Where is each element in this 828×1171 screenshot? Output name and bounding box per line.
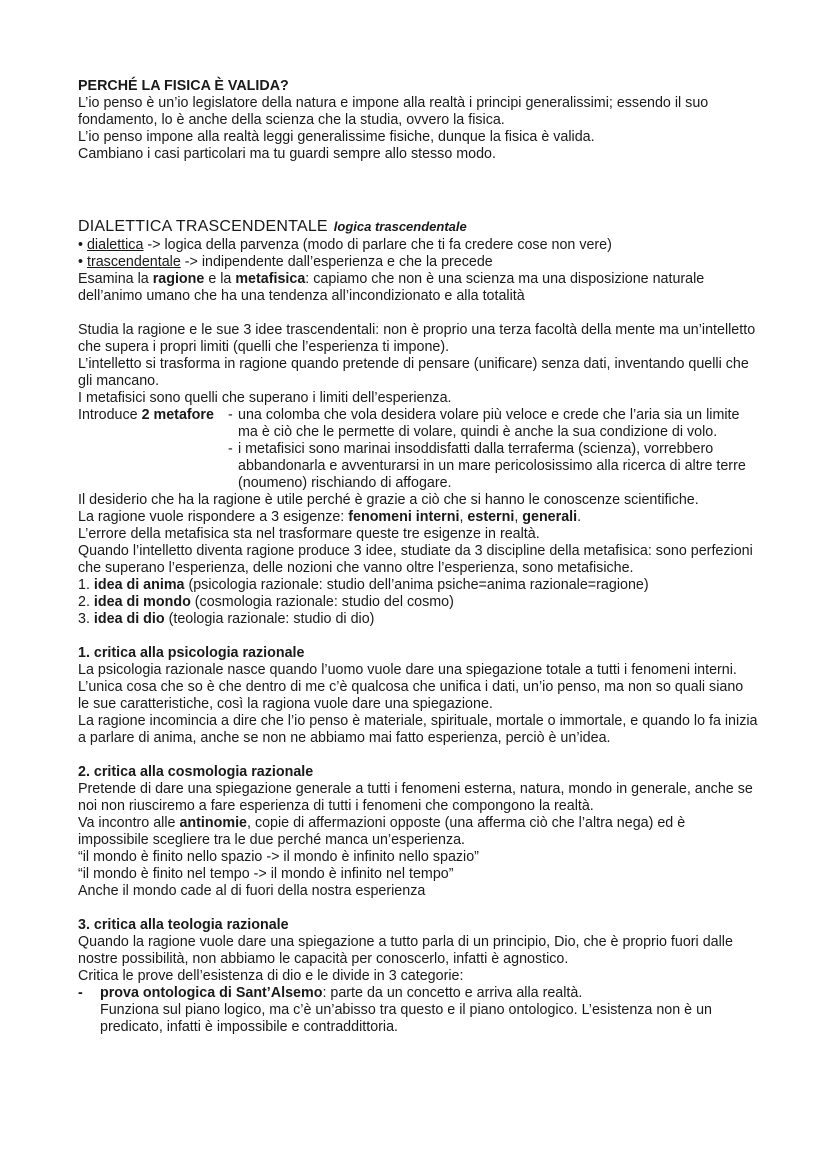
section-heading — [78, 217, 758, 236]
paragraph: Pretende di dare una spiegazione generale a tutti i fenomeni esterna, natura, mondo in generale, anche se noi non riusciremo a fare esperienza di tutti i fenomeni che compongono la realtà. — [78, 781, 753, 814]
metafore-label: Introduce 2 metafore — [78, 407, 214, 423]
paragraph: Studia la ragione e le sue 3 idee trascendentali: non è proprio una terza facoltà della mente ma un’intelletto che supera i propri limiti (quelli che l’esperienza ti impone). — [78, 322, 756, 355]
term: dialettica — [86, 237, 144, 253]
document-page — [78, 78, 758, 1036]
dash-list-item: - prova ontologica di Sant’Alsemo: parte da un concetto e arriva alla realtà. Funziona sul piano logico, ma c’è un’abisso tra questo e il piano ontologico. L’esistenza non è un predicato, infatti è impossibile e contraddittoria. — [78, 985, 712, 1035]
subsection-title: 1. critica alla psicologia razionale — [78, 645, 305, 661]
paragraph: Anche il mondo cade al di fuori della nostra esperienza — [78, 883, 426, 899]
list-item: 2. idea di mondo (cosmologia razionale: studio del cosmo) — [78, 594, 454, 610]
section-subtitle: logica trascendentale — [333, 219, 467, 234]
metafora-item: - una colomba che vola desidera volare più veloce e crede che l’aria sia un limite ma è ciò che le permette di volare, quindi è anche la sua condizione di volo. — [228, 407, 740, 440]
bullet-item: • trascendentale -> indipendente dall’esperienza e che la precede — [78, 254, 493, 270]
bullet-item: • dialettica -> logica della parvenza (modo di parlare che ti fa credere cose non vere) — [78, 237, 612, 253]
metafore-block — [78, 407, 758, 492]
quote: “il mondo è finito nello spazio -> il mondo è infinito nello spazio” — [78, 849, 479, 865]
metafora-item: - i metafisici sono marinai insoddisfatti dalla terraferma (scienza), vorrebbero abbandonarla e avventurarsi in un mare pericolosissimo alla ricerca di altre terre (noumeno) rischiando di affogare. — [228, 441, 746, 491]
subsection-title: 3. critica alla teologia razionale — [78, 917, 289, 933]
paragraph: Critica le prove dell’esistenza di dio e le divide in 3 categorie: — [78, 968, 464, 984]
term: trascendentale — [86, 254, 181, 270]
list-item: 3. idea di dio (teologia razionale: studio di dio) — [78, 611, 375, 627]
paragraph: L’errore della metafisica sta nel trasformare queste tre esigenze in realtà. — [78, 526, 540, 542]
paragraph: La ragione incomincia a dire che l’io penso è materiale, spirituale, mortale o immortale, e quando lo fa inizia a parlare di anima, anche se non ne abbiamo mai fatto esperienza, perciò è un’idea. — [78, 713, 758, 746]
paragraph: Quando l’intelletto diventa ragione produce 3 idee, studiate da 3 discipline della metafisica: sono perfezioni che superano l’esperienza, delle nozioni che vanno oltre l’esperienza, sono metafisiche. — [78, 543, 753, 576]
paragraph: Va incontro alle antinomie, copie di affermazioni opposte (una afferma ciò che l’altra nega) ed è impossibile scegliere tra le due perché manca un’esperienza. — [78, 815, 686, 848]
paragraph: L’intelletto si trasforma in ragione quando pretende di pensare (unificare) senza dati, inventando quelli che gli mancano. — [78, 356, 749, 389]
section-title: DIALETTICA TRASCENDENTALE — [78, 218, 328, 235]
paragraph: Il desiderio che ha la ragione è utile perché è grazie a ciò che si hanno le conoscenze scientifiche. — [78, 492, 699, 508]
paragraph: L’io penso è un’io legislatore della natura e impone alla realtà i principi generalissimi; essendo il suo fondamento, lo è anche della scienza che la studia, ovvero la fisica. — [78, 95, 709, 128]
paragraph: La psicologia razionale nasce quando l’uomo vuole dare una spiegazione totale a tutti i fenomeni interni. L’unica cosa che so è che dentro di me c’è qualcosa che unifica i dati, un’io penso, ma non so quali siano le sue caratteristiche, così la ragiona vuole dare una spiegazione. — [78, 662, 744, 712]
section-title: PERCHÉ LA FISICA È VALIDA? — [78, 78, 289, 94]
paragraph: L’io penso impone alla realtà leggi generalissime fisiche, dunque la fisica è valida. — [78, 129, 595, 145]
paragraph: Quando la ragione vuole dare una spiegazione a tutto parla di un principio, Dio, che è proprio fuori dalle nostre possibilità, non abbiamo le capacità per conoscerlo, infatti è agnostico. — [78, 934, 733, 967]
paragraph: La ragione vuole rispondere a 3 esigenze: fenomeni interni, esterni, generali. — [78, 509, 582, 525]
list-item: 1. idea di anima (psicologia razionale: studio dell’anima psiche=anima razionale=ragione) — [78, 577, 649, 593]
quote: “il mondo è finito nel tempo -> il mondo è infinito nel tempo” — [78, 866, 454, 882]
subsection-title: 2. critica alla cosmologia razionale — [78, 764, 314, 780]
paragraph: Cambiano i casi particolari ma tu guardi sempre allo stesso modo. — [78, 146, 496, 162]
paragraph: Esamina la ragione e la metafisica: capiamo che non è una scienza ma una disposizione naturale dell’animo umano che ha una tendenza all’incondizionato e alla totalità — [78, 271, 705, 304]
paragraph: I metafisici sono quelli che superano i limiti dell’esperienza. — [78, 390, 452, 406]
